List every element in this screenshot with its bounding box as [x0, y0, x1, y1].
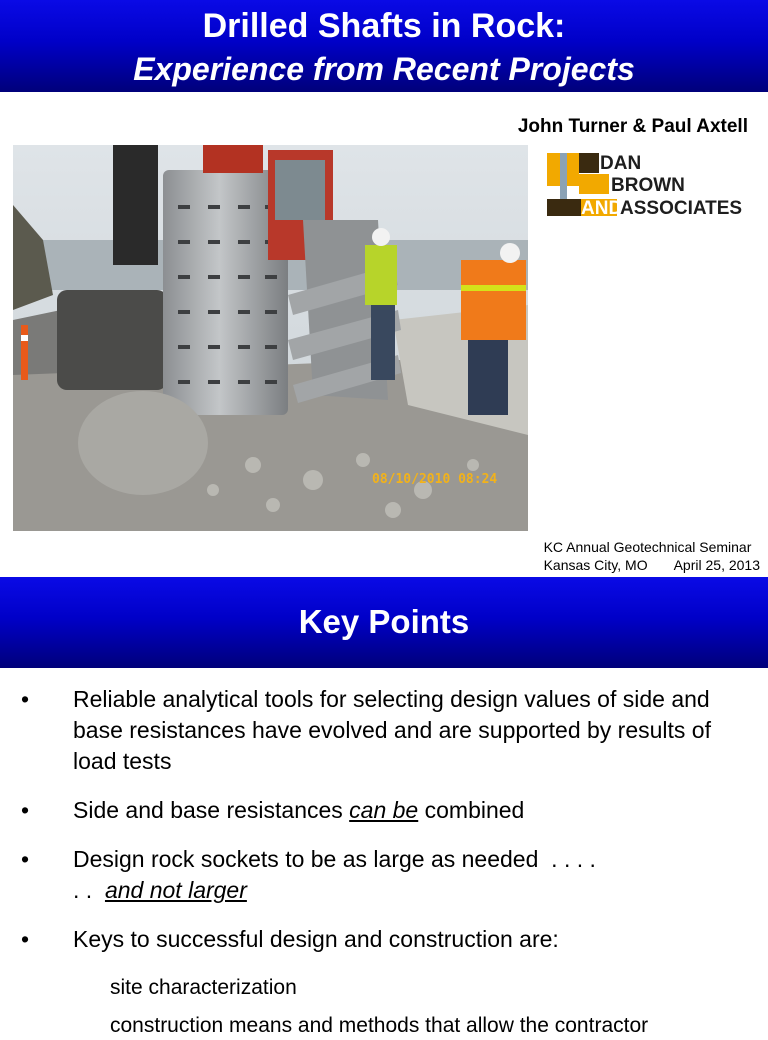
logo-line-associates: ASSOCIATES — [620, 198, 743, 219]
seminar-date: April 25, 2013 — [673, 557, 760, 573]
point-text: Design rock sockets to be as large as needed — [73, 846, 539, 872]
key-points-title: Key Points — [298, 603, 470, 640]
list-item — [0, 684, 768, 777]
list-item — [0, 924, 768, 955]
bullet: • — [21, 846, 30, 872]
bullet: • — [21, 686, 30, 712]
point-text: Side and base resistances — [73, 797, 350, 823]
bullet: • — [21, 926, 30, 952]
slide-title: Drilled Shafts in Rock: — [202, 7, 566, 45]
logo-line-brown: BROWN — [611, 175, 685, 196]
seminar-location: Kansas City, MO — [543, 557, 648, 573]
logo-line-and: AND — [581, 198, 623, 219]
point-text: Reliable analytical tools for selecting design values of side and base resistances have evolved and are supported by results of load tests — [73, 686, 711, 774]
photo-timestamp: 08/10/2010 08:24 — [372, 472, 498, 487]
point-text: combined — [418, 797, 525, 823]
key-points-banner — [0, 577, 768, 668]
list-item — [0, 844, 768, 906]
point-emphasis: and not larger — [104, 877, 247, 903]
point-dots: . . — [73, 877, 93, 903]
logo-line-dan: DAN — [600, 153, 642, 174]
list-item — [0, 795, 768, 826]
bullet: • — [21, 797, 30, 823]
sub-point: construction means and methods that allow the contractor — [110, 1014, 649, 1037]
authors: John Turner & Paul Axtell — [517, 116, 748, 137]
point-text: Keys to successful design and construction are: — [73, 926, 559, 952]
company-logo — [545, 152, 743, 219]
slide-subtitle: Experience from Recent Projects — [133, 51, 635, 87]
key-points-list — [0, 684, 768, 955]
point-dots: . . . . — [551, 846, 596, 872]
point-emphasis: can be — [349, 797, 419, 823]
seminar-info — [544, 538, 760, 574]
title-banner — [0, 0, 768, 92]
sub-point: site characterization — [110, 976, 297, 999]
seminar-name: KC Annual Geotechnical Seminar — [543, 539, 752, 555]
drill-rig-photo — [13, 145, 528, 531]
